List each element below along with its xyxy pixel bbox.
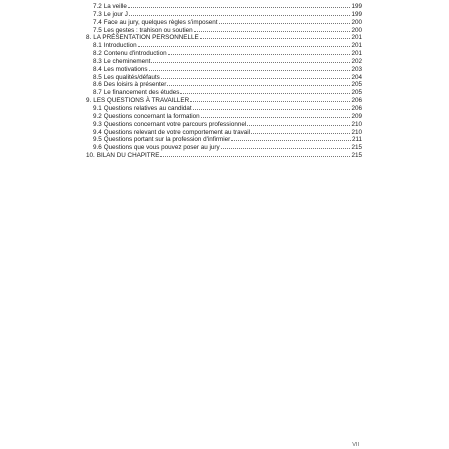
- toc-entry-title: LA PRÉSENTATION PERSONNELLE: [93, 34, 199, 42]
- toc-entry-number: 8.5: [93, 73, 102, 81]
- toc-entry-number: 9.3: [93, 120, 102, 128]
- toc-entry[interactable]: [86, 120, 362, 128]
- toc-entry[interactable]: [86, 88, 362, 96]
- toc-entry-title: La veille: [103, 3, 127, 10]
- toc-entry-title: LES QUESTIONS À TRAVAILLER: [93, 97, 190, 105]
- toc-entry-number: 7.2: [93, 3, 102, 10]
- toc-entry[interactable]: [86, 10, 362, 18]
- toc-entry-title: Face au jury, quelques règles s'imposent: [103, 18, 218, 26]
- toc-entry-title: Questions concernant la formation: [103, 112, 200, 120]
- toc-entry-title: Questions que vous pouvez poser au jury: [103, 144, 220, 152]
- toc-dot-leader: [231, 135, 351, 141]
- toc-entry-title: Introduction: [103, 42, 137, 50]
- toc-entry-title: Questions relevant de votre comportement au travail: [103, 128, 251, 136]
- toc-entry[interactable]: [86, 73, 362, 81]
- toc-dot-leader: [247, 120, 350, 126]
- toc-dot-leader: [168, 49, 351, 55]
- toc-entry-title: Le financement des études: [103, 89, 180, 97]
- toc-entry[interactable]: [86, 57, 362, 65]
- toc-entry-number: 8.4: [93, 65, 102, 73]
- toc-entry-number: 8.1: [93, 42, 102, 50]
- toc-entry-page: 210: [351, 128, 362, 136]
- toc-dot-leader: [151, 57, 350, 63]
- toc-entry[interactable]: [86, 18, 362, 26]
- toc-entry-page: 199: [351, 10, 362, 18]
- toc-entry-page: 206: [351, 104, 362, 112]
- toc-entry-number: 8.2: [93, 50, 102, 58]
- toc-dot-leader: [128, 2, 351, 8]
- toc-entry-title: BILAN DU CHAPITRE: [96, 152, 160, 160]
- toc-dot-leader: [129, 10, 351, 16]
- toc-entry-number: 9.: [86, 97, 92, 105]
- toc-dot-leader: [180, 88, 350, 94]
- toc-entry-page: 206: [351, 97, 362, 105]
- toc-entry-number: 9.5: [93, 136, 102, 144]
- toc-dot-leader: [190, 96, 350, 102]
- toc-entry[interactable]: [86, 151, 362, 159]
- toc-entry-title: Questions relatives au candidat: [103, 104, 192, 112]
- toc-entry[interactable]: [86, 33, 362, 41]
- toc-entry[interactable]: [86, 2, 362, 10]
- toc-entry-number: 8.7: [93, 89, 102, 97]
- toc-entry-title: Les gestes : trahison ou soutien: [103, 26, 193, 34]
- toc-dot-leader: [149, 65, 351, 71]
- toc-entry-page: 215: [351, 144, 362, 152]
- toc-entry-title: Contenu d'introduction: [103, 50, 167, 58]
- toc-entry-page: 200: [351, 18, 362, 26]
- toc-entry[interactable]: [86, 96, 362, 104]
- toc-entry-title: Les qualités/défauts: [103, 73, 160, 81]
- toc-entry-title: Des loisirs à présenter: [103, 81, 167, 89]
- toc-entry-page: 205: [351, 81, 362, 89]
- table-of-contents: [86, 2, 362, 159]
- toc-dot-leader: [251, 128, 350, 134]
- toc-entry[interactable]: [86, 49, 362, 57]
- toc-dot-leader: [138, 41, 351, 47]
- toc-entry-page: 215: [351, 152, 362, 160]
- toc-entry-number: 7.5: [93, 26, 102, 34]
- toc-dot-leader: [167, 80, 350, 86]
- toc-entry-number: 9.4: [93, 128, 102, 136]
- toc-dot-leader: [160, 151, 350, 157]
- toc-entry-number: 8.: [86, 34, 92, 42]
- toc-entry-title: Questions concernant votre parcours professionnel: [103, 120, 247, 128]
- toc-entry-page: 210: [351, 120, 362, 128]
- toc-dot-leader: [201, 112, 351, 118]
- toc-entry-title: Questions portant sur la profession d'infirmier: [103, 136, 231, 144]
- toc-entry-page: 202: [351, 57, 362, 65]
- page-folio: VII: [352, 442, 359, 448]
- toc-entry-number: 10.: [86, 152, 95, 160]
- toc-entry-number: 9.1: [93, 104, 102, 112]
- toc-entry[interactable]: [86, 135, 362, 143]
- toc-entry-number: 9.2: [93, 112, 102, 120]
- toc-entry-page: 209: [351, 112, 362, 120]
- toc-entry-page: 211: [351, 136, 362, 144]
- toc-entry[interactable]: [86, 128, 362, 136]
- toc-dot-leader: [161, 73, 351, 79]
- toc-entry-number: 7.3: [93, 10, 102, 18]
- toc-entry-page: 199: [351, 3, 362, 10]
- toc-dot-leader: [221, 143, 351, 149]
- toc-entry-title: Le jour J: [103, 10, 128, 18]
- toc-entry-page: 204: [351, 73, 362, 81]
- toc-entry-number: 8.3: [93, 57, 102, 65]
- toc-dot-leader: [194, 26, 351, 32]
- toc-entry[interactable]: [86, 41, 362, 49]
- toc-entry-page: 205: [351, 89, 362, 97]
- toc-dot-leader: [193, 104, 351, 110]
- toc-dot-leader: [200, 33, 351, 39]
- toc-entry-number: 9.6: [93, 144, 102, 152]
- toc-entry[interactable]: [86, 112, 362, 120]
- toc-entry-page: 201: [351, 42, 362, 50]
- toc-dot-leader: [219, 18, 351, 24]
- toc-entry[interactable]: [86, 65, 362, 73]
- toc-entry-number: 8.6: [93, 81, 102, 89]
- toc-entry-title: Les motivations: [103, 65, 148, 73]
- toc-entry-title: Le cheminement: [103, 57, 151, 65]
- toc-entry[interactable]: [86, 143, 362, 151]
- toc-entry[interactable]: [86, 80, 362, 88]
- toc-entry-page: 201: [351, 34, 362, 42]
- toc-entry[interactable]: [86, 26, 362, 34]
- toc-entry-page: 201: [351, 50, 362, 58]
- toc-entry-page: 200: [351, 26, 362, 34]
- toc-entry[interactable]: [86, 104, 362, 112]
- toc-entry-number: 7.4: [93, 18, 102, 26]
- toc-entry-page: 203: [351, 65, 362, 73]
